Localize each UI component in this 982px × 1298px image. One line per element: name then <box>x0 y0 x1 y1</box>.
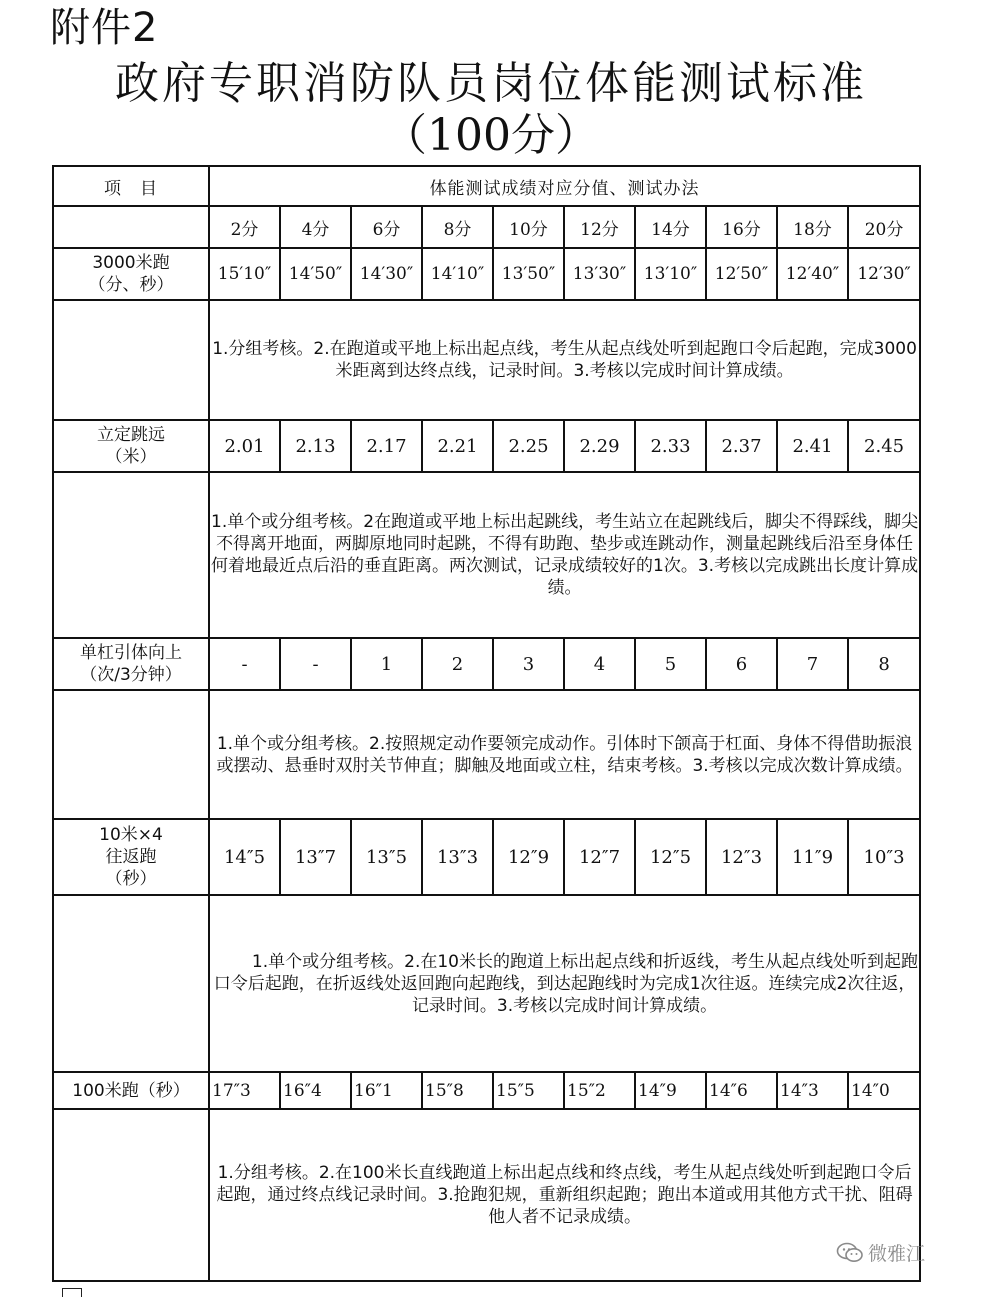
value-cell: 5 <box>635 638 706 690</box>
value-cell: 14″5 <box>209 819 280 895</box>
value-cell: 4 <box>564 638 635 690</box>
wechat-icon <box>836 1241 864 1265</box>
item-label-shuttle: 10米×4 往返跑 （秒） <box>53 819 209 895</box>
score-cell: 16分 <box>706 206 777 248</box>
score-row <box>53 206 920 248</box>
method-pull-up: 1.单个或分组考核。2.按照规定动作要领完成动作。引体时下颌高于杠面、身体不得借助振浪或摆动、悬垂时双肘关节伸直；脚触及地面或立柱，结束考核。3.考核以完成次数计算成绩。 <box>209 690 920 819</box>
value-cell: 12″9 <box>493 819 564 895</box>
value-cell: 10″3 <box>848 819 920 895</box>
method-row-blank <box>53 1109 209 1281</box>
value-cell: 12″5 <box>635 819 706 895</box>
watermark <box>836 1239 925 1266</box>
table-row-100m-values <box>53 1072 920 1109</box>
value-cell: 2.21 <box>422 420 493 472</box>
method-header: 体能测试成绩对应分值、测试办法 <box>209 166 920 206</box>
item-label-pull-up: 单杠引体向上 （次/3分钟） <box>53 638 209 690</box>
item-label-100m: 100米跑（秒） <box>53 1072 209 1109</box>
value-cell: 13′50″ <box>493 248 564 300</box>
document-subtitle: （100分） <box>383 110 599 161</box>
score-cell: 14分 <box>635 206 706 248</box>
value-cell: 12″7 <box>564 819 635 895</box>
item-label-3000m: 3000米跑 （分、秒） <box>53 248 209 300</box>
value-cell: 12′40″ <box>777 248 848 300</box>
value-cell: 13′10″ <box>635 248 706 300</box>
value-cell: 2.41 <box>777 420 848 472</box>
value-cell: 6 <box>706 638 777 690</box>
value-cell: 2.45 <box>848 420 920 472</box>
value-cell: 12″3 <box>706 819 777 895</box>
value-cell: - <box>280 638 351 690</box>
table-row-long-jump-method <box>53 472 920 638</box>
value-cell: 16″4 <box>280 1072 351 1109</box>
table-row-pull-up-method <box>53 690 920 819</box>
item-label-long-jump: 立定跳远 （米） <box>53 420 209 472</box>
item-header: 项 目 <box>53 166 209 206</box>
score-cell: 10分 <box>493 206 564 248</box>
value-cell: 16″1 <box>351 1072 422 1109</box>
attachment-label: 附件2 <box>50 5 159 51</box>
value-cell: 7 <box>777 638 848 690</box>
value-cell: 2.37 <box>706 420 777 472</box>
value-cell: 2 <box>422 638 493 690</box>
value-cell: 13″7 <box>280 819 351 895</box>
value-cell: 2.33 <box>635 420 706 472</box>
score-cell: 12分 <box>564 206 635 248</box>
value-cell: 2.25 <box>493 420 564 472</box>
value-cell: 14″9 <box>635 1072 706 1109</box>
method-shuttle: 1.单个或分组考核。2.在10米长的跑道上标出起点线和折返线，考生从起点线处听到起跑口令后起跑，在折返线处返回跑向起跑线，到达起跑线时为完成1次往返。连续完成2次往返，记录时间。3.考核以完成时间计算成绩。 <box>209 895 920 1072</box>
table-row-3000m-values <box>53 248 920 300</box>
value-cell: 2.17 <box>351 420 422 472</box>
value-cell: 14′50″ <box>280 248 351 300</box>
value-cell: 14″6 <box>706 1072 777 1109</box>
value-cell: 15′10″ <box>209 248 280 300</box>
score-cell: 2分 <box>209 206 280 248</box>
value-cell: 2.01 <box>209 420 280 472</box>
document-title: 政府专职消防队员岗位体能测试标准 <box>115 58 867 109</box>
table-row-shuttle-values <box>53 819 920 895</box>
value-cell: 15″8 <box>422 1072 493 1109</box>
watermark-text: 微雅江 <box>868 1243 926 1265</box>
value-cell: 8 <box>848 638 920 690</box>
value-cell: 1 <box>351 638 422 690</box>
table-row-shuttle-method <box>53 895 920 1072</box>
value-cell: 14″3 <box>777 1072 848 1109</box>
score-cell: 20分 <box>848 206 920 248</box>
method-long-jump: 1.单个或分组考核。2在跑道或平地上标出起跳线，考生站立在起跳线后，脚尖不得踩线，脚尖不得离开地面，两脚原地同时起跳，不得有助跑、垫步或连跳动作，测量起跳线后沿至身体任何着地最近点后沿的垂直距离。两次测试，记录成绩较好的1次。3.考核以完成跳出长度计算成绩。 <box>209 472 920 638</box>
value-cell: 15″5 <box>493 1072 564 1109</box>
value-cell: 14″0 <box>848 1072 920 1109</box>
table-row-100m-method <box>53 1109 920 1281</box>
value-cell: 11″9 <box>777 819 848 895</box>
value-cell: 17″3 <box>209 1072 280 1109</box>
table-row-3000m-method <box>53 300 920 420</box>
value-cell: 15″2 <box>564 1072 635 1109</box>
page-corner-mark <box>62 1288 82 1297</box>
value-cell: 13′30″ <box>564 248 635 300</box>
value-cell: 13″3 <box>422 819 493 895</box>
score-cell: 18分 <box>777 206 848 248</box>
method-row-blank <box>53 472 209 638</box>
value-cell: 14′10″ <box>422 248 493 300</box>
table-row-pull-up-values <box>53 638 920 690</box>
score-cell: 6分 <box>351 206 422 248</box>
value-cell: 14′30″ <box>351 248 422 300</box>
score-cell: 4分 <box>280 206 351 248</box>
value-cell: 13″5 <box>351 819 422 895</box>
value-cell: 2.29 <box>564 420 635 472</box>
method-row-blank <box>53 300 209 420</box>
value-cell: 3 <box>493 638 564 690</box>
method-3000m: 1.分组考核。2.在跑道或平地上标出起点线，考生从起点线处听到起跑口令后起跑，完成3000米距离到达终点线，记录时间。3.考核以完成时间计算成绩。 <box>209 300 920 420</box>
method-row-blank <box>53 895 209 1072</box>
table-header-row <box>53 166 920 206</box>
fitness-standard-table <box>52 165 921 1282</box>
value-cell: - <box>209 638 280 690</box>
score-cell: 8分 <box>422 206 493 248</box>
method-row-blank <box>53 690 209 819</box>
method-100m: 1.分组考核。2.在100米长直线跑道上标出起点线和终点线，考生从起点线处听到起跑口令后起跑，通过终点线记录时间。3.抢跑犯规，重新组织起跑；跑出本道或用其他方式干扰、阻碍他人者不记录成绩。 <box>209 1109 920 1281</box>
value-cell: 2.13 <box>280 420 351 472</box>
value-cell: 12′30″ <box>848 248 920 300</box>
score-row-blank <box>53 206 209 248</box>
value-cell: 12′50″ <box>706 248 777 300</box>
table-row-long-jump-values <box>53 420 920 472</box>
